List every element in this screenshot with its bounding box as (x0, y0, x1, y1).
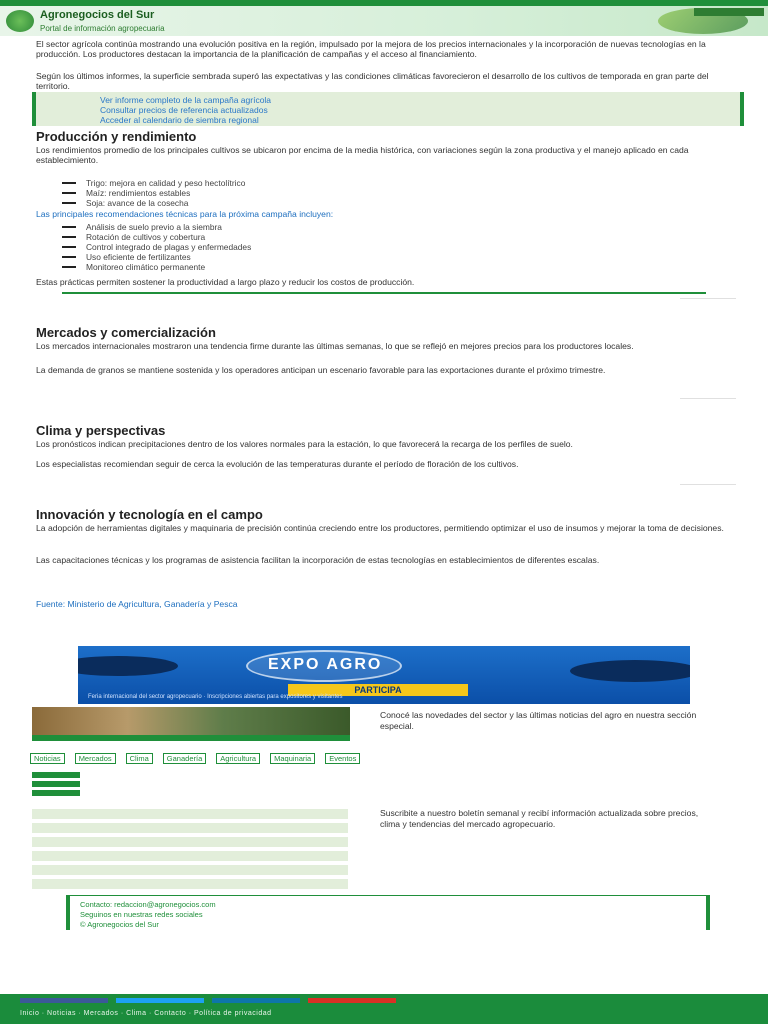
intro-paragraph-1: El sector agrícola continúa mostrando una evolución positiva en la región, impulsado por la mejora de los precios internacionales y la incorporación de nuevas tecnologías en la producción. Los productores destacan la importancia de la planificación de campañas y el acceso al financiamiento. (36, 39, 706, 59)
banner-cta-button[interactable]: PARTICIPA (288, 684, 468, 696)
footer-box (66, 895, 710, 930)
tab-ganaderia[interactable]: Ganadería (163, 753, 206, 764)
masthead (0, 6, 768, 36)
photo-caption-bar (32, 735, 350, 741)
tab-noticias[interactable]: Noticias (30, 753, 65, 764)
share-icon[interactable] (32, 781, 80, 787)
youtube-icon[interactable] (308, 998, 396, 1003)
sidebar-text-bottom: Suscribite a nuestro boletín semanal y recibí información actualizada sobre precios, clima y tendencias del mercado agropecuario. (380, 808, 699, 829)
tab-clima[interactable]: Clima (126, 753, 153, 764)
highlight-link-3[interactable]: Acceder al calendario de siembra regional (100, 115, 259, 125)
form-row[interactable] (32, 836, 348, 847)
form-row[interactable] (32, 822, 348, 833)
markets-paragraph-2: La demanda de granos se mantiene sostenida y los operadores anticipan un escenario favorable para las exportaciones durante el próximo trimestre. (36, 365, 606, 375)
article-source[interactable]: Fuente: Ministerio de Agricultura, Ganadería y Pesca (36, 599, 238, 609)
tab-agricultura[interactable]: Agricultura (216, 753, 260, 764)
innovation-paragraph-1: La adopción de herramientas digitales y maquinaria de precisión continúa creciendo entre los productores, permitiendo optimizar el uso de insumos y mejorar la toma de decisiones. (36, 523, 724, 533)
news-photo[interactable] (32, 707, 350, 741)
form-row[interactable] (32, 878, 348, 889)
ad-banner[interactable] (78, 646, 690, 704)
list-item: Soja: avance de la cosecha (86, 198, 189, 208)
facebook-icon[interactable] (20, 998, 108, 1003)
footer-line: © Agronegocios del Sur (80, 920, 159, 929)
list-item: Análisis de suelo previo a la siembra (86, 222, 222, 232)
twitter-icon[interactable] (116, 998, 204, 1003)
banner-shape (78, 656, 178, 676)
production-paragraph: Los rendimientos promedio de los principales cultivos se ubicaron por encima de la media histórica, con variaciones según la zona productiva y el manejo aplicado en cada establecimiento. (36, 145, 689, 165)
form-row[interactable] (32, 808, 348, 819)
share-icons (32, 772, 84, 799)
footer-line[interactable]: Contacto: redaccion@agronegocios.com (80, 900, 216, 909)
share-icon[interactable] (32, 790, 80, 796)
linkedin-icon[interactable] (212, 998, 300, 1003)
climate-paragraph-1: Los pronósticos indican precipitaciones dentro de los valores normales para la estación, lo que favorecerá la recarga de los perfiles de suelo. (36, 439, 573, 449)
innovation-paragraph-2: Las capacitaciones técnicas y los programas de asistencia facilitan la incorporación de estas tecnologías en establecimientos de diferentes escalas. (36, 555, 600, 565)
recommendation-list (62, 222, 251, 272)
crop-list (62, 178, 245, 208)
highlight-link-1[interactable]: Ver informe completo de la campaña agrícola (100, 95, 272, 105)
banner-fine-print: Feria internacional del sector agropecuario · Inscripciones abiertas para expositores y visitantes (88, 694, 343, 700)
recommendations-intro: Las principales recomendaciones técnicas para la próxima campaña incluyen: (36, 209, 334, 219)
climate-paragraph-2: Los especialistas recomiendan seguir de cerca la evolución de las temperaturas durante el período de floración de los cultivos. (36, 459, 519, 469)
divider (680, 398, 736, 399)
section-divider (62, 292, 706, 294)
menu-bar[interactable] (694, 8, 764, 16)
banner-shape (570, 660, 690, 682)
list-item: Maíz: rendimientos estables (86, 188, 191, 198)
footer-line: Seguinos en nuestras redes sociales (80, 910, 203, 919)
category-tabs (30, 752, 710, 764)
tab-maquinaria[interactable]: Maquinaria (270, 753, 315, 764)
section-heading-markets: Mercados y comercialización (36, 325, 216, 340)
section-heading-climate: Clima y perspectivas (36, 423, 166, 438)
banner-brand: EXPO AGRO (268, 656, 383, 673)
highlight-box (32, 92, 744, 126)
list-item: Rotación de cultivos y cobertura (86, 232, 206, 242)
site-logo[interactable] (6, 10, 34, 32)
section-heading-production: Producción y rendimiento (36, 129, 197, 144)
bottom-nav[interactable]: Inicio · Noticias · Mercados · Clima · Contacto · Política de privacidad (20, 1010, 272, 1017)
production-closing: Estas prácticas permiten sostener la productividad a largo plazo y reducir los costos de producción. (36, 277, 415, 287)
highlight-link-2[interactable]: Consultar precios de referencia actualizados (100, 105, 268, 115)
list-item: Uso eficiente de fertilizantes (86, 252, 191, 262)
share-icon[interactable] (32, 772, 80, 778)
form-row[interactable] (32, 850, 348, 861)
bottom-bar (0, 994, 768, 1024)
list-item: Control integrado de plagas y enfermedades (86, 242, 252, 252)
divider (680, 484, 736, 485)
list-item: Monitoreo climático permanente (86, 262, 206, 272)
form-row[interactable] (32, 864, 348, 875)
intro-paragraph-2: Según los últimos informes, la superficie sembrada superó las expectativas y las condiciones climáticas favorecieron el desarrollo de los cultivos de temporada en gran parte del territorio. (36, 71, 709, 91)
markets-paragraph-1: Los mercados internacionales mostraron una tendencia firme durante las últimas semanas, lo que se reflejó en mejores precios para los productores locales. (36, 341, 634, 351)
site-tagline: Portal de información agropecuaria (40, 24, 165, 33)
section-heading-innovation: Innovación y tecnología en el campo (36, 507, 263, 522)
share-buttons (20, 998, 396, 1003)
sidebar-text-top: Conocé las novedades del sector y las últimas noticias del agro en nuestra sección especial. (380, 710, 697, 731)
tab-mercados[interactable]: Mercados (75, 753, 116, 764)
site-name[interactable]: Agronegocios del Sur (40, 9, 155, 21)
divider (680, 298, 736, 299)
list-item: Trigo: mejora en calidad y peso hectolítrico (86, 178, 246, 188)
tab-eventos[interactable]: Eventos (325, 753, 360, 764)
